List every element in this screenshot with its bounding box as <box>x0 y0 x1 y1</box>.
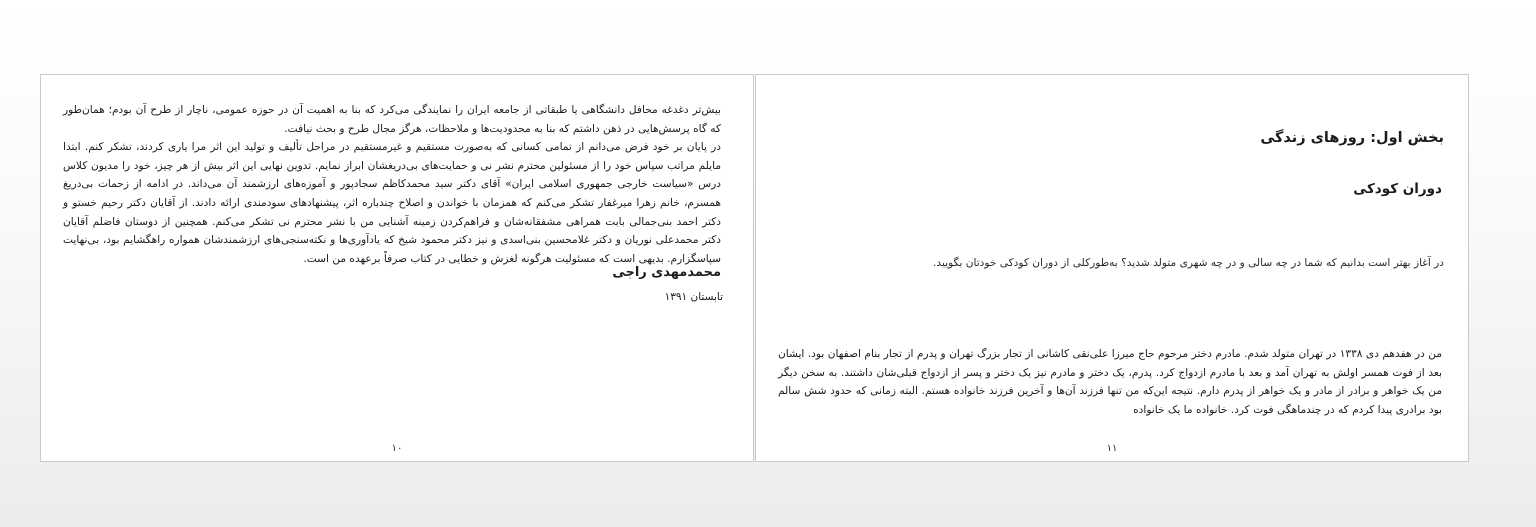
interview-answer: من در هفدهم دی ۱۳۳۸ در تهران متولد شدم. مادرم دختر مرحوم حاج میرزا علی‌نقی کاشانی از تجار بزرگ تهران و پدرم از تجار بنام اصفهان بود. ایشان بعد از فوت همسر اولش به تهران آمد و بعد با مادرم ازدواج کرد. پدرم، یک دختر و مادرم نیز یک دختر و پسر از ازدواج قبلی‌شان داشتند. به سخن دیگر من یک خواهر و برادر از مادر و یک خواهر از پدرم دارم. نتیجه این‌که من تنها فرزند آن‌ها و آخرین فرزند خانواده هستم. البته زمانی که حدود شش سالم بود برادری پیدا کردم که در چندماهگی فوت کرد. خانواده ما یک خانواده <box>778 348 1442 416</box>
chapter-title: بخش اول: روزهای زندگی <box>1260 130 1444 146</box>
page-number: ۱۰ <box>391 443 403 454</box>
section-title: دوران کودکی <box>1353 181 1442 197</box>
author-signature: محمدمهدی راجی <box>612 265 721 280</box>
paragraph: بیش‌تر دغدغه محافل دانشگاهی یا طبقاتی از جامعه ایران را نمایندگی می‌کرد که بنا به اهمیت آن در حوزه عمومی، ناچار از طرح آن بودم؛ همان‌طور که گاه پرسش‌هایی در ذهن داشتم که بنا به محدودیت‌ها و ملاحظات، هرگز مجال طرح و بحث نیافت. <box>63 104 721 135</box>
page-body-text <box>63 101 721 268</box>
interview-question: در آغاز بهتر است بدانیم که شما در چه سالی و در چه شهری متولد شدید؟ به‌طورکلی از دوران کودکی خودتان بگویید. <box>933 257 1444 269</box>
page-11 <box>755 74 1469 462</box>
signature-date: تابستان ۱۳۹۱ <box>664 291 723 303</box>
paragraph: در پایان بر خود فرض می‌دانم از تمامی کسانی که به‌صورت مستقیم و غیرمستقیم در مراحل تألیف و تولید این اثر مرا یاری کردند، تشکر کنم. ابتدا مایلم مراتب سپاس خود را از مسئولین محترم نشر نی و حمایت‌های بی‌دریغشان ابراز نمایم. تدوین نهایی این اثر بیش از هر چیز، خود را مدیون کلاس درس «سیاست خارجی جمهوری اسلامی ایران» آقای دکتر سید محمدکاظم سجادپور و آموزه‌های ارزشمند آن می‌داند. در ادامه از زحمات بی‌دریغ همسرم، خانم زهرا میرغفار تشکر می‌کنم که همزمان با خواندن و اصلاح چندباره اثر، پیشنهادهای سودمندی ارائه دادند. از آقایان دکتر رحیم خستو و دکتر احمد بنی‌جمالی بابت همراهی مشفقانه‌شان و فراهم‌کردن زمینه آشنایی من با نشر محترم نی تشکر می‌کنم. همچنین از دوستان فاضلم آقایان دکتر محمدعلی نوریان و دکتر غلامحسین بنی‌اسدی و نیز دکتر محمود شیخ که یادآوری‌ها و نکته‌سنجی‌های ارزشمندشان همواره راهگشایم بود، بی‌نهایت سپاسگزارم. بدیهی است که مسئولیت هرگونه لغزش و خطایی در کتاب صرفاً برعهده من است. <box>63 141 721 265</box>
page-10 <box>40 74 754 462</box>
page-number: ۱۱ <box>1106 443 1118 454</box>
